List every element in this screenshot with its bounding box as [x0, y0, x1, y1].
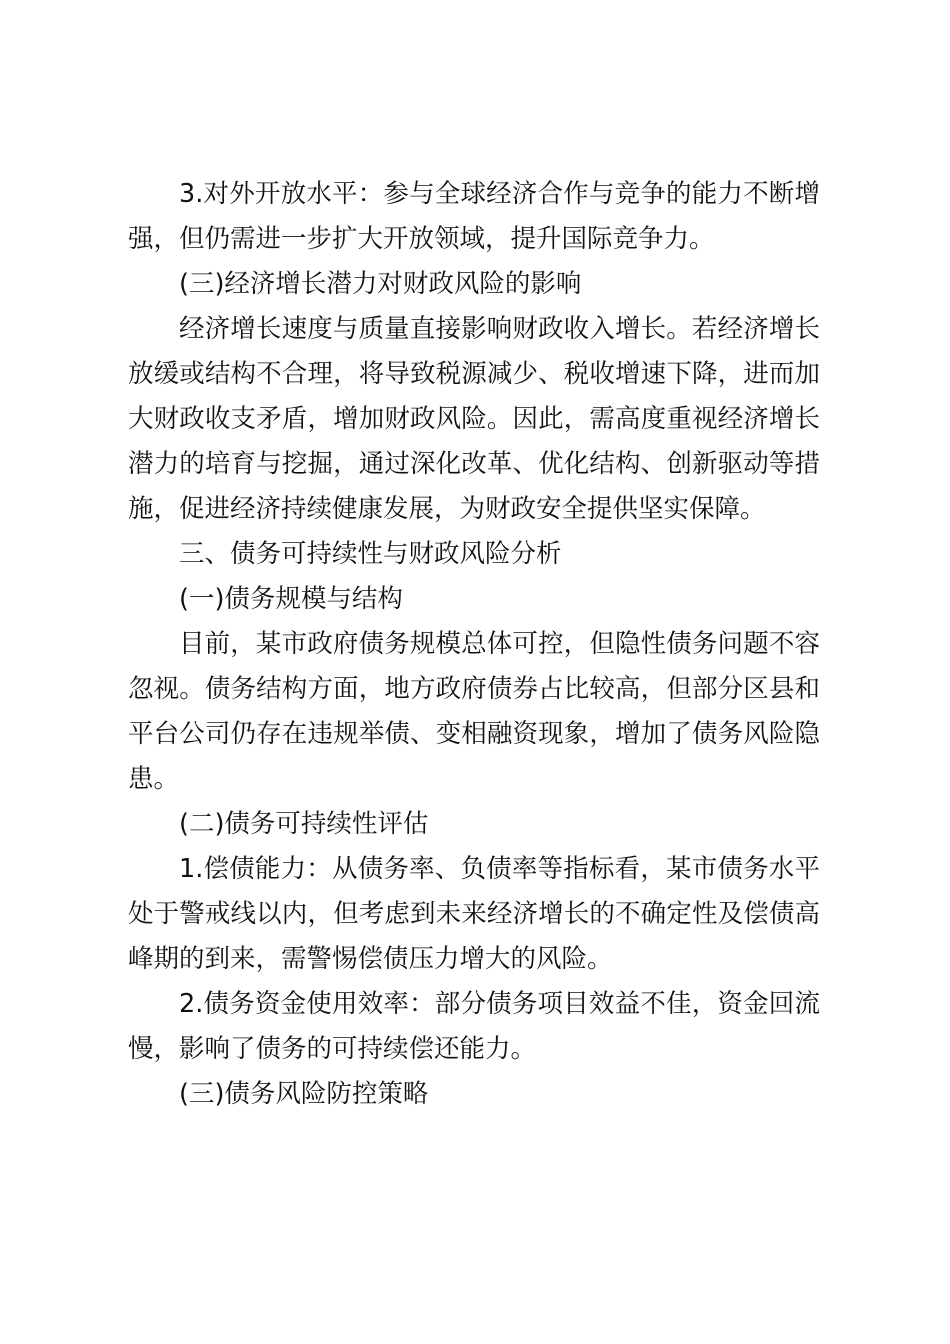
subheading-risk-control: (三)债务风险防控策略 [179, 1079, 429, 1109]
paragraph-opening-level: 3.对外开放水平：参与全球经济合作与竞争的能力不断增强，但仍需进一步扩大开放领域，提升国际竞争力。 [128, 179, 820, 254]
paragraph-fund-efficiency: 2.债务资金使用效率：部分债务项目效益不佳，资金回流慢，影响了债务的可持续偿还能力。 [128, 989, 820, 1064]
section-heading-debt: 三、债务可持续性与财政风险分析 [179, 539, 562, 569]
paragraph-repayment-ability: 1.偿债能力：从债务率、负债率等指标看，某市债务水平处于警戒线以内，但考虑到未来经济增长的不确定性及偿债高峰期的到来，需警惕偿债压力增大的风险。 [128, 854, 820, 974]
paragraph-growth-impact: 经济增长速度与质量直接影响财政收入增长。若经济增长放缓或结构不合理，将导致税源减少、税收增速下降，进而加大财政收支矛盾，增加财政风险。因此，需高度重视经济增长潜力的培育与挖掘，通过深化改革、优化结构、创新驱动等措施，促进经济持续健康发展，为财政安全提供坚实保障。 [128, 314, 820, 524]
subheading-debt-sustainability: (二)债务可持续性评估 [179, 809, 429, 839]
subheading-growth-potential-impact: (三)经济增长潜力对财政风险的影响 [179, 269, 582, 299]
document-body [128, 172, 820, 1117]
paragraph-debt-scale: 目前，某市政府债务规模总体可控，但隐性债务问题不容忽视。债务结构方面，地方政府债券占比较高，但部分区县和平台公司仍存在违规举债、变相融资现象，增加了债务风险隐患。 [128, 629, 820, 794]
subheading-debt-scale: (一)债务规模与结构 [179, 584, 403, 614]
